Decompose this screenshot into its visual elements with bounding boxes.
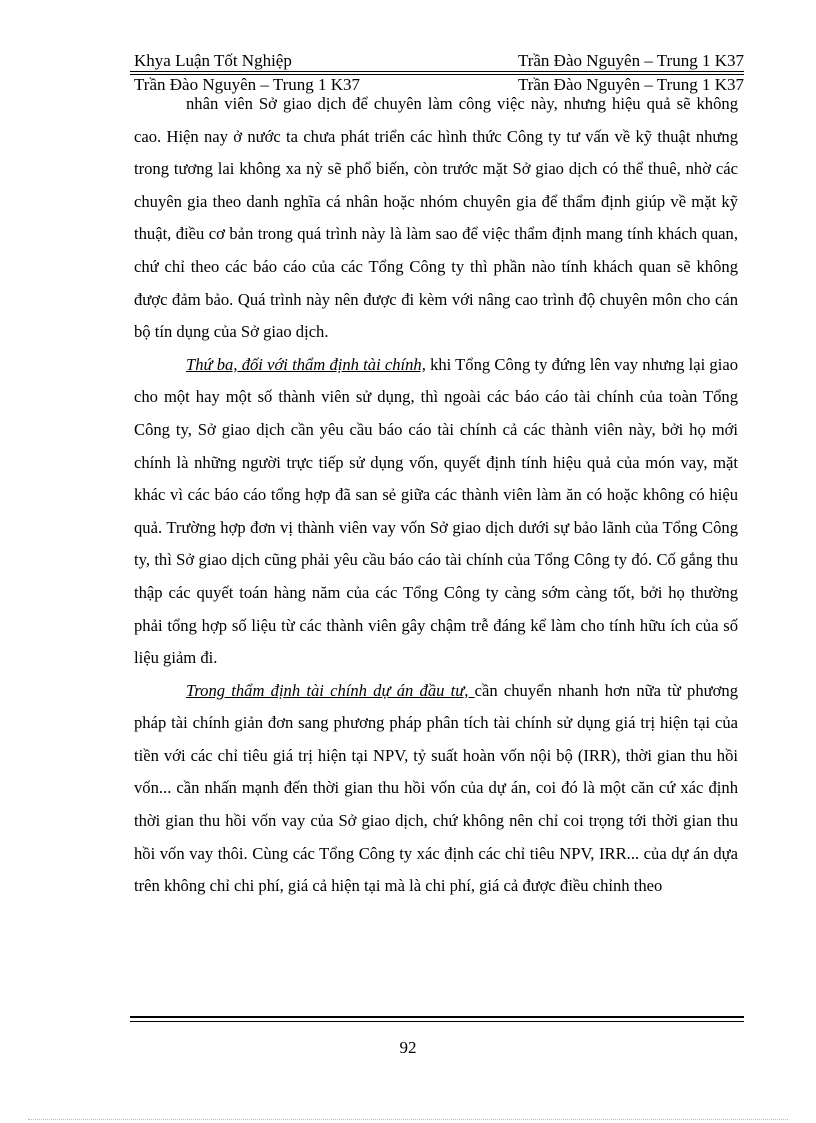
paragraph-3 (134, 675, 738, 903)
paragraph-3-text: cần chuyển nhanh hơn nữa từ phương pháp tài chính giản đơn sang phương pháp phân tích tài chính sử dụng giá trị hiện tại của tiền với các chỉ tiêu giá trị hiện tại NPV, tỷ suất hoàn vốn nội bộ (IRR), thời gian thu hồi vốn... cần nhấn mạnh đến thời gian thu hồi vốn của dự án, coi đó là một căn cứ xác định thời gian thu hồi vốn vay của Sở giao dịch, chứ không nên chỉ coi trọng tới thời gian thu hồi vốn vay thôi. Cùng các Tổng Công ty xác định các chỉ tiêu NPV, IRR... của dự án dựa trên không chỉ chi phí, giá cả hiện tại mà là chi phí, giá cả được điều chỉnh theo (134, 680, 738, 896)
page-edge-dotted-line (28, 1119, 788, 1120)
footer-rule (130, 1016, 744, 1018)
paragraph-2 (134, 349, 738, 675)
paragraph-3-lead-in: Trong thẩm định tài chính dự án đầu tư, (186, 680, 475, 700)
paragraph-2-lead-in: Thứ ba, đối với thẩm định tài chính, (186, 354, 426, 374)
running-header-row-1 (134, 51, 744, 71)
paragraph-2-text: khi Tổng Công ty đứng lên vay nhưng lại giao cho một hay một số thành viên sử dụng, thì ngoài các báo cáo tài chính của toàn Tổng Công ty, Sở giao dịch cần yêu cầu báo cáo tài chính cả các thành viên này, bởi họ mới chính là những người trực tiếp sử dụng vốn, quyết định tính hiệu quả của món vay, mặt khác vì các báo cáo tổng hợp đã san sẻ giữa các thành viên làm ăn có hoặc không có hiệu quả. Trường hợp đơn vị thành viên vay vốn Sở giao dịch dưới sự bảo lãnh của Tổng Công ty, thì Sở giao dịch cũng phải yêu cầu báo cáo tài chính của Tổng Công ty đó. Cố gắng thu thập các quyết toán hàng năm của các Tổng Công ty càng sớm càng tốt, bởi họ thường phải tổng hợp số liệu từ các thành viên gây chậm trễ đáng kể làm cho tính hữu ích của số liệu giảm đi. (134, 354, 738, 668)
author-header: Trần Đào Nguyên – Trung 1 K37 (517, 51, 744, 70)
thesis-title-header: Khya Luận Tốt Nghiệp (134, 51, 292, 70)
header-rule (130, 71, 744, 72)
footer-rule-secondary (130, 1021, 744, 1022)
page-number: 92 (399, 1038, 417, 1057)
paragraph-1: nhân viên Sở giao dịch để chuyên làm công việc này, nhưng hiệu quả sẽ không cao. Hiện nay ở nước ta chưa phát triển các hình thức Công ty tư vấn về kỹ thuật nhưng trong tương lai không xa nỳ sẽ phổ biến, còn trước mặt Sở giao dịch có thể thuê, nhờ các chuyên gia theo danh nghĩa cá nhân hoặc nhóm chuyên gia để thẩm định giúp về mặt kỹ thuật, điều cơ bản trong quá trình này là làm sao để việc thẩm định mang tính khách quan, chứ chỉ theo các báo cáo của các Tổng Công ty thì phần nào tính khách quan sẽ không được đảm bảo. Quá trình này nên được đi kèm với nâng cao trình độ chuyên môn cho cán bộ tín dụng của Sở giao dịch. (134, 94, 738, 342)
author-header-repeat-left: Trần Đào Nguyên – Trung 1 K37 (134, 75, 361, 94)
author-header-repeat-right: Trần Đào Nguyên – Trung 1 K37 (517, 75, 744, 94)
body-text (134, 88, 738, 903)
